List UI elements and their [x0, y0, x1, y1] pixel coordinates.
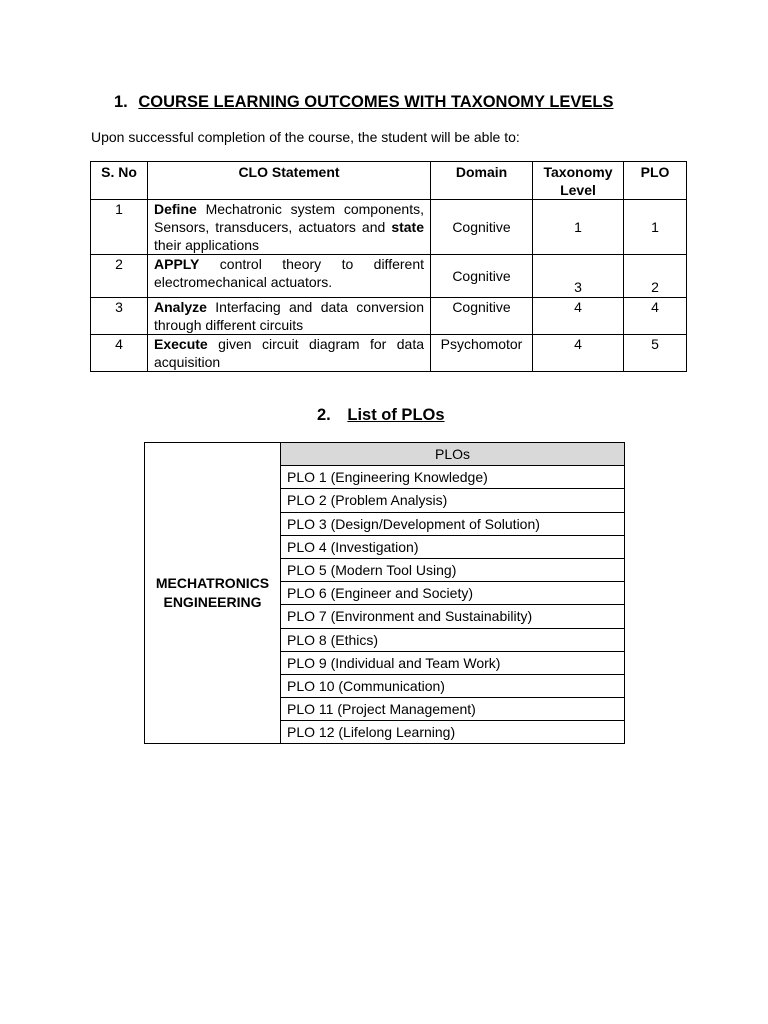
clo-statement [148, 255, 431, 298]
section-2-heading [317, 406, 445, 425]
clo-verb: Define [154, 201, 197, 217]
clo-verb: Analyze [154, 299, 207, 315]
clo-taxonomy: 1 [533, 200, 624, 255]
plo-item: PLO 2 (Problem Analysis) [281, 489, 625, 512]
clo-domain: Cognitive [431, 298, 533, 335]
header-taxonomy-level: Taxonomy Level [533, 162, 624, 200]
program-name-line-2: ENGINEERING [163, 594, 262, 611]
plo-header-row [145, 443, 625, 466]
plo-item: PLO 9 (Individual and Team Work) [281, 651, 625, 674]
clo-verb: APPLY [154, 256, 200, 272]
clo-domain: Cognitive [431, 255, 533, 298]
plo-item: PLO 7 (Environment and Sustainability) [281, 605, 625, 628]
plo-item: PLO 8 (Ethics) [281, 628, 625, 651]
clo-text: given circuit diagram for data acquisition [154, 336, 424, 370]
plo-item: PLO 5 (Modern Tool Using) [281, 558, 625, 581]
plo-item: PLO 10 (Communication) [281, 674, 625, 697]
plo-item: PLO 4 (Investigation) [281, 535, 625, 558]
clo-taxonomy: 4 [533, 335, 624, 372]
clo-taxonomy: 3 [533, 255, 624, 298]
header-domain: Domain [431, 162, 533, 200]
plo-item: PLO 11 (Project Management) [281, 698, 625, 721]
plo-item: PLO 12 (Lifelong Learning) [281, 721, 625, 744]
clo-domain: Psychomotor [431, 335, 533, 372]
plo-item: PLO 3 (Design/Development of Solution) [281, 512, 625, 535]
clo-row [91, 335, 687, 372]
clo-plo: 4 [624, 298, 687, 335]
clo-plo: 2 [624, 255, 687, 298]
clo-verb: Execute [154, 336, 208, 352]
clo-taxonomy: 4 [533, 298, 624, 335]
plo-item: PLO 6 (Engineer and Society) [281, 582, 625, 605]
clo-sno: 4 [91, 335, 148, 372]
clo-text-2: their applications [154, 237, 260, 253]
clo-verb-2: state [391, 219, 424, 235]
section-1-number: 1. [114, 93, 128, 111]
program-name [145, 443, 281, 744]
plo-header: PLOs [281, 443, 625, 466]
clo-domain: Cognitive [431, 200, 533, 255]
clo-header-row [91, 162, 687, 200]
clo-plo: 1 [624, 200, 687, 255]
section-2-number: 2. [317, 406, 331, 424]
program-name-line-1: MECHATRONICS [155, 575, 270, 592]
plo-table [144, 442, 625, 744]
clo-row [91, 298, 687, 335]
clo-text: Mechatronic system components, Sensors, transducers, actuators and [154, 201, 424, 235]
section-2-title: List of PLOs [347, 406, 445, 424]
clo-sno: 1 [91, 200, 148, 255]
header-plo: PLO [624, 162, 687, 200]
clo-text: control theory to different electromechanical actuators. [154, 256, 424, 290]
clo-sno: 2 [91, 255, 148, 298]
clo-statement [148, 200, 431, 255]
clo-statement [148, 298, 431, 335]
clo-plo: 5 [624, 335, 687, 372]
clo-sno: 3 [91, 298, 148, 335]
plo-item: PLO 1 (Engineering Knowledge) [281, 466, 625, 489]
clo-row [91, 200, 687, 255]
section-1-heading [114, 93, 614, 112]
clo-text: Interfacing and data conversion through different circuits [154, 299, 424, 333]
intro-text: Upon successful completion of the course, the student will be able to: [91, 129, 520, 145]
section-1-title: COURSE LEARNING OUTCOMES WITH TAXONOMY LEVELS [138, 93, 614, 111]
clo-table [90, 161, 687, 372]
clo-statement [148, 335, 431, 372]
header-clo-statement: CLO Statement [148, 162, 431, 200]
header-sno: S. No [91, 162, 148, 200]
clo-row [91, 255, 687, 298]
